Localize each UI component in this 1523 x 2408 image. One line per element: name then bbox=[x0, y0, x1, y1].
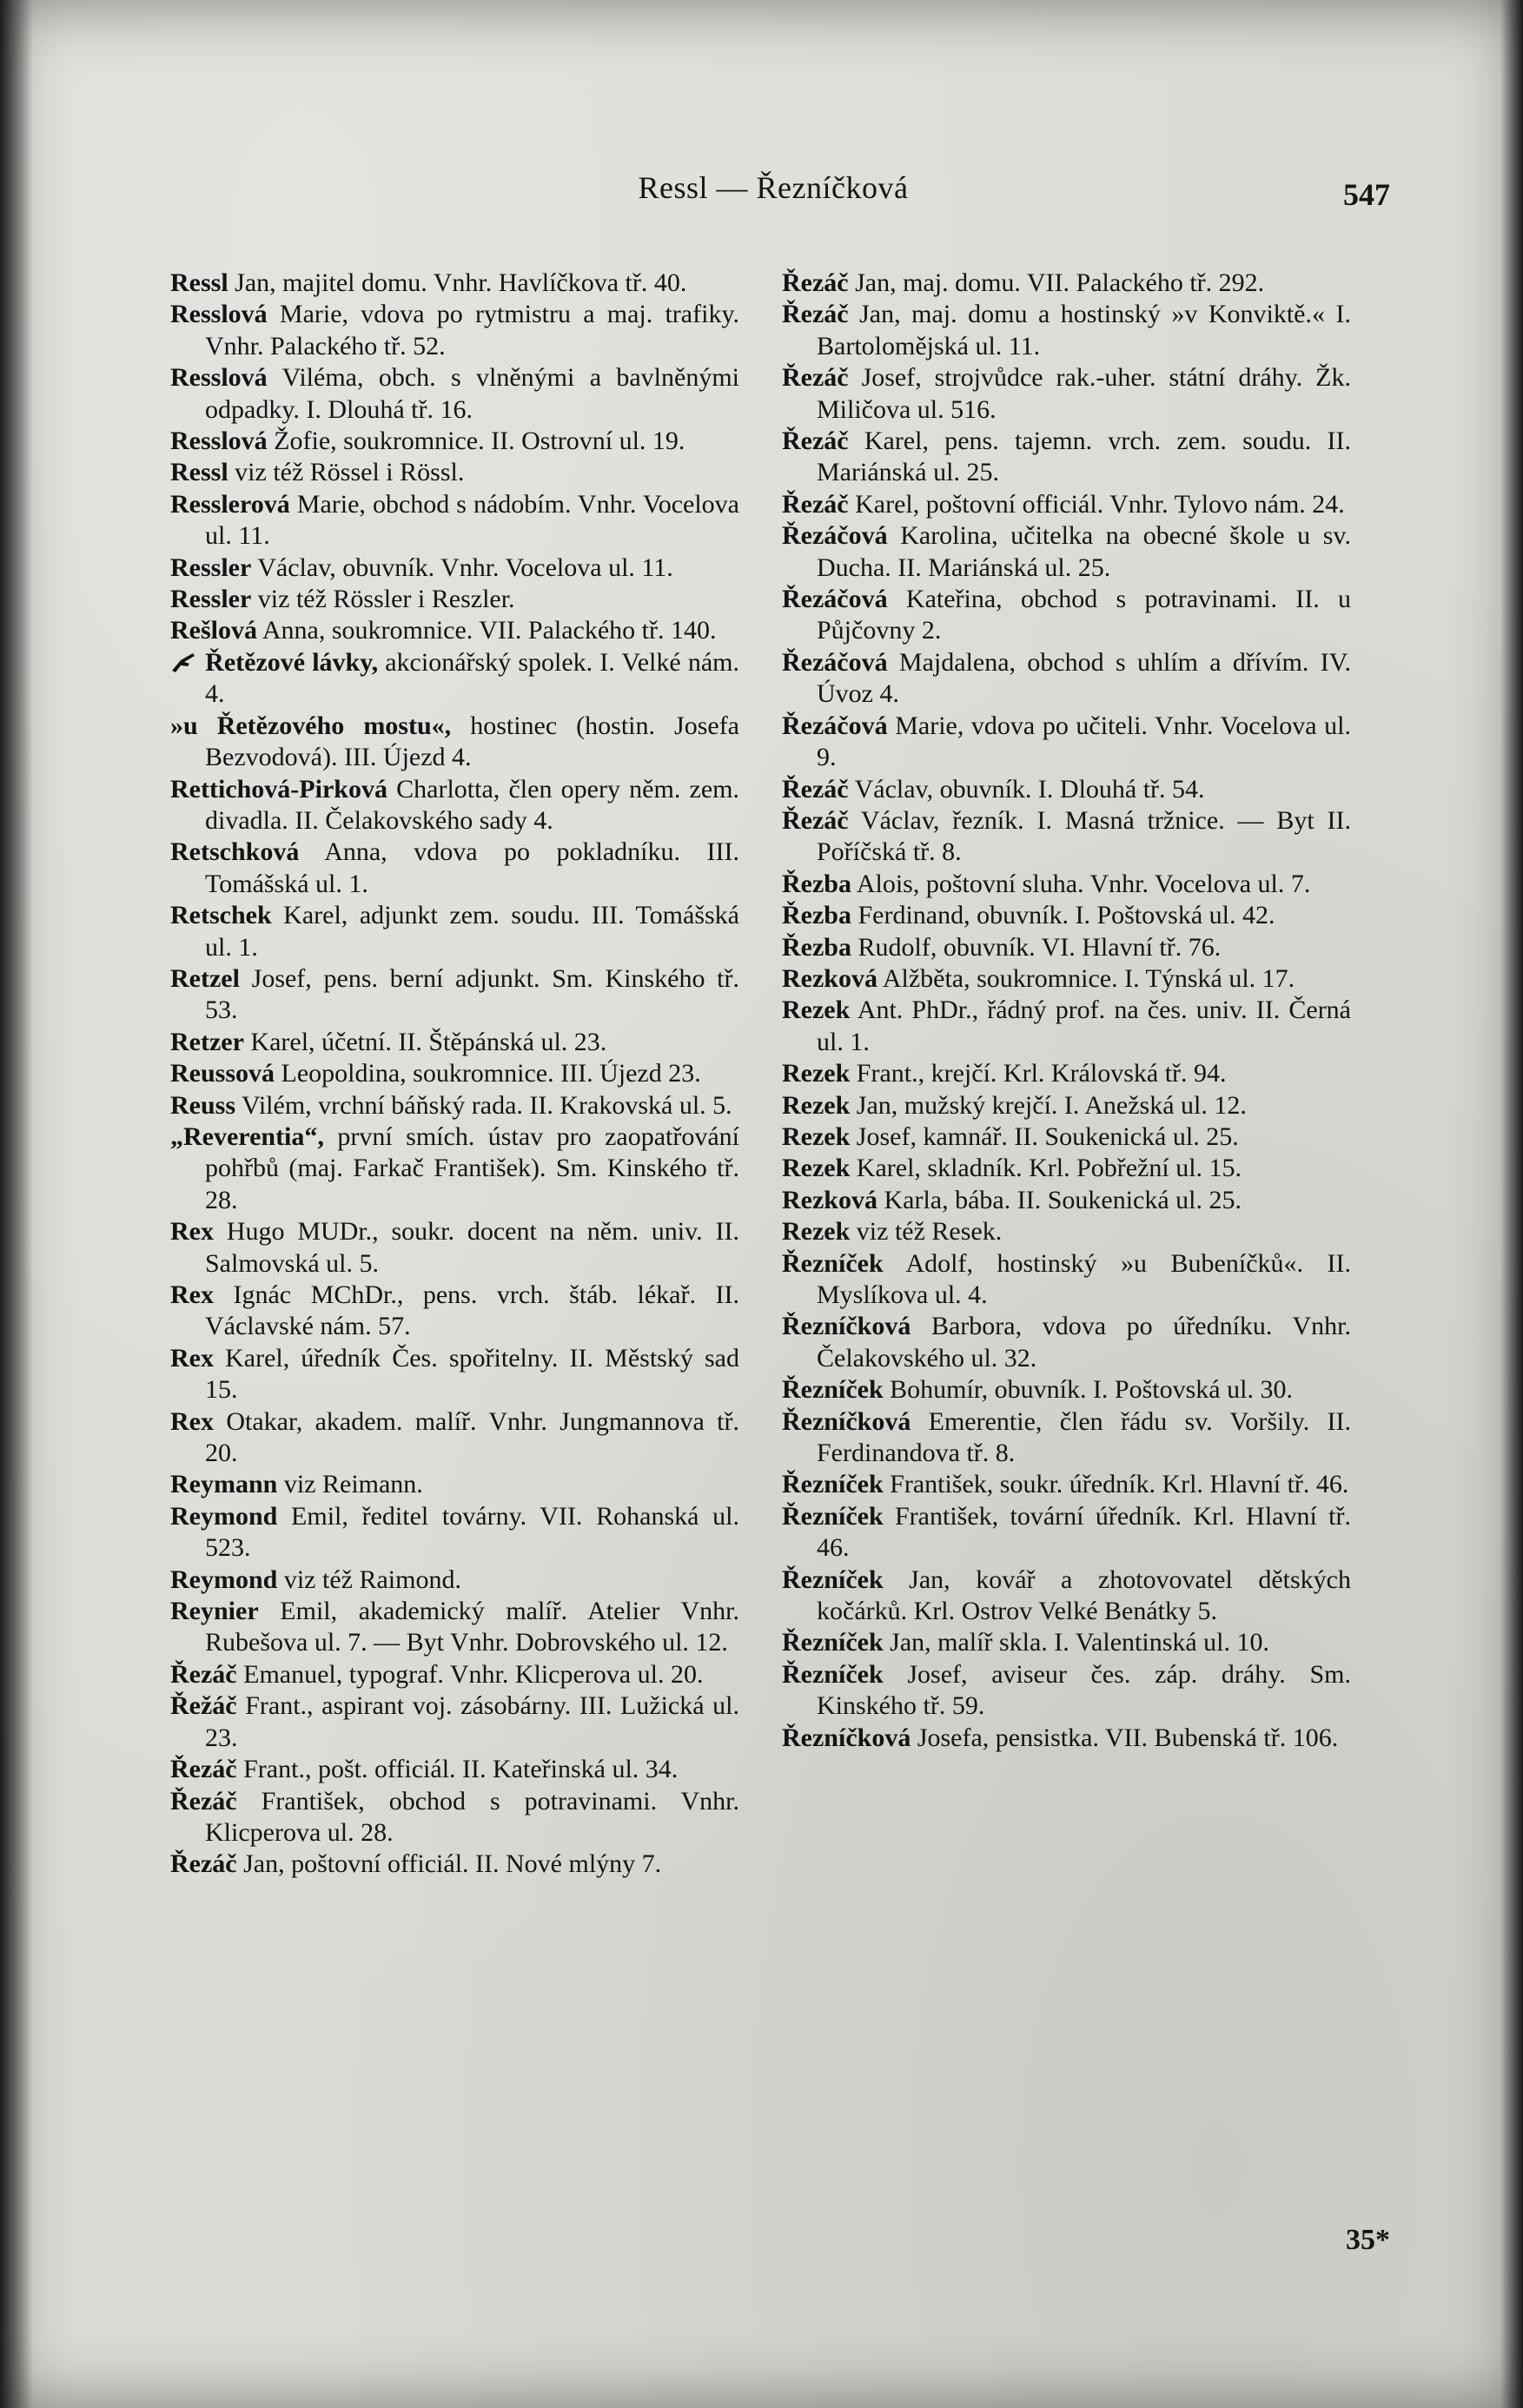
entry-surname: Rettichová-Pirková bbox=[170, 774, 387, 804]
entry-details: Barbora, vdova po úředníku. Vnhr. Čelakovského ul. 32. bbox=[817, 1312, 1351, 1373]
entry-surname: Reuss bbox=[170, 1090, 236, 1120]
directory-entry bbox=[170, 1754, 739, 1785]
entry-surname: Řežáč bbox=[170, 1691, 237, 1721]
entry-surname: Rezek bbox=[782, 1059, 851, 1088]
entry-surname: Resslerová bbox=[170, 489, 290, 519]
running-head: Ressl — Řezníčková bbox=[638, 170, 909, 205]
directory-entry bbox=[170, 711, 739, 774]
directory-entry bbox=[782, 932, 1351, 963]
entry-surname: Ressl bbox=[170, 268, 228, 297]
entry-details: první smích. ústav pro zaopatřování pohřbů (maj. Farkač František). Sm. Kinského tř. 28. bbox=[205, 1121, 739, 1214]
entry-details: Karel, pens. tajemn. vrch. zem. soudu. II. Mariánská ul. 25. bbox=[817, 427, 1351, 487]
entry-details: Josef, pens. berní adjunkt. Sm. Kinského tř. 53. bbox=[205, 963, 739, 1025]
page-edge-shadow-left bbox=[0, 0, 33, 2408]
entry-surname: Retzer bbox=[170, 1027, 244, 1056]
directory-entry bbox=[782, 1565, 1351, 1628]
entry-details: Karel, účetní. II. Štěpánská ul. 23. bbox=[243, 1027, 607, 1056]
page-header bbox=[0, 169, 1523, 222]
directory-entry bbox=[170, 837, 739, 900]
entry-details: Anna, vdova po pokladníku. III. Tomášská ul. 1. bbox=[205, 837, 739, 898]
entry-details: Josefa, pensistka. VII. Bubenská tř. 106. bbox=[910, 1723, 1339, 1752]
directory-entry bbox=[170, 1469, 739, 1500]
directory-entry bbox=[170, 1406, 739, 1470]
entry-surname: Řezníčková bbox=[782, 1406, 911, 1436]
entry-surname: Rezková bbox=[782, 963, 877, 993]
entry-details: hostinec (hostin. Josefa Bezvodová). III. Újezd 4. bbox=[205, 711, 739, 772]
entry-details: František, soukr. úředník. Krl. Hlavní tř. 46. bbox=[883, 1470, 1349, 1499]
entry-surname: Řetězové lávky, bbox=[205, 647, 379, 677]
directory-entry bbox=[170, 1058, 739, 1089]
entry-surname: Reymond bbox=[170, 1501, 278, 1531]
entry-details: Rudolf, obuvník. VI. Hlavní tř. 76. bbox=[851, 932, 1222, 962]
entry-details: František, tovární úředník. Krl. Hlavní tř. 46. bbox=[817, 1501, 1351, 1563]
entry-surname: Ressler bbox=[170, 552, 252, 582]
entry-details: Josef, strojvůdce rak.-uher. státní dráhy. Žk. Miličova ul. 516. bbox=[817, 363, 1351, 424]
entry-details: Karolina, učitelka na obecné škole u sv. Ducha. II. Mariánská ul. 25. bbox=[817, 521, 1351, 582]
pointing-hand-icon bbox=[170, 650, 198, 674]
directory-entry bbox=[170, 1849, 739, 1880]
directory-entry bbox=[170, 900, 739, 963]
directory-entry bbox=[170, 1501, 739, 1565]
directory-entry bbox=[170, 774, 739, 837]
entry-details: Kateřina, obchod s potravinami. II. u Půjčovny 2. bbox=[817, 585, 1351, 645]
left-column bbox=[170, 268, 739, 1881]
entry-surname: Rezek bbox=[782, 1121, 851, 1151]
entry-details: Emanuel, typograf. Vnhr. Klicperova ul. 20. bbox=[236, 1659, 704, 1689]
entry-surname: Reymann bbox=[170, 1470, 278, 1499]
directory-entry bbox=[170, 457, 739, 488]
page-number: 547 bbox=[1343, 177, 1390, 212]
directory-entry bbox=[782, 1248, 1351, 1312]
entry-details: viz též Rössler i Reszler. bbox=[251, 585, 515, 614]
entry-details: František, obchod s potravinami. Vnhr. Klicperova ul. 28. bbox=[205, 1786, 739, 1847]
entry-details: Václav, obuvník. I. Dlouhá tř. 54. bbox=[848, 774, 1205, 804]
directory-entry bbox=[170, 489, 739, 552]
directory-entry bbox=[782, 869, 1351, 900]
entry-details: viz též Rössel i Rössl. bbox=[228, 458, 465, 487]
entry-surname: Ressler bbox=[170, 585, 252, 614]
entry-details: Frant., krejčí. Krl. Královská tř. 94. bbox=[850, 1059, 1227, 1088]
entry-surname: Resslová bbox=[170, 363, 268, 393]
directory-entry bbox=[170, 1090, 739, 1121]
entry-surname: Resslová bbox=[170, 300, 268, 329]
directory-entry bbox=[782, 900, 1351, 931]
entry-surname: Řezáč bbox=[782, 489, 849, 519]
entry-surname: Řezba bbox=[782, 869, 851, 898]
entry-details: Emil, akademický malíř. Atelier Vnhr. Rubešova ul. 7. — Byt Vnhr. Dobrovského ul. 12. bbox=[205, 1597, 739, 1657]
entry-details: Hugo MUDr., soukr. docent na něm. univ. II. Salmovská ul. 5. bbox=[205, 1217, 739, 1278]
entry-details: Karel, úředník Čes. spořitelny. II. Městský sad 15. bbox=[205, 1343, 739, 1405]
entry-surname: Resslová bbox=[170, 427, 268, 456]
directory-entry bbox=[170, 1596, 739, 1659]
entry-surname: Reynier bbox=[170, 1597, 259, 1626]
entry-surname: Řezáčová bbox=[782, 585, 888, 614]
entry-details: Jan, majitel domu. Vnhr. Havlíčkova tř. 40. bbox=[228, 268, 687, 297]
entry-surname: Řezníček bbox=[782, 1659, 884, 1689]
directory-entry bbox=[170, 1121, 739, 1216]
entry-surname: Rex bbox=[170, 1217, 214, 1247]
directory-entry bbox=[782, 426, 1351, 489]
entry-details: viz Reimann. bbox=[277, 1470, 423, 1499]
directory-entry bbox=[782, 1627, 1351, 1658]
entry-details: Jan, kovář a zhotovovatel dětských kočárků. Krl. Ostrov Velké Benátky 5. bbox=[817, 1565, 1351, 1626]
directory-entry bbox=[782, 1121, 1351, 1153]
directory-entry bbox=[170, 299, 739, 362]
entry-surname: Retschek bbox=[170, 901, 272, 930]
entry-details: Anna, soukromnice. VII. Palackého tř. 140. bbox=[257, 616, 717, 645]
directory-entry bbox=[782, 1659, 1351, 1723]
entry-surname: Řezníček bbox=[782, 1565, 884, 1594]
entry-surname: Rezek bbox=[782, 1154, 851, 1183]
directory-entry bbox=[170, 1786, 739, 1849]
entry-surname: Řezáčová bbox=[782, 521, 888, 551]
entry-details: Viléma, obch. s vlněnými a bavlněnými odpadky. I. Dlouhá tř. 16. bbox=[205, 363, 739, 424]
entry-details: Majdalena, obchod s uhlím a dřívím. IV. Úvoz 4. bbox=[817, 647, 1351, 709]
directory-entry bbox=[170, 963, 739, 1027]
entry-details: Bohumír, obuvník. I. Poštovská ul. 30. bbox=[883, 1375, 1293, 1405]
entry-surname: Rezek bbox=[782, 1090, 851, 1120]
entry-details: Jan, maj. domu. VII. Palackého tř. 292. bbox=[848, 268, 1265, 297]
directory-entry bbox=[170, 1659, 739, 1690]
entry-details: Žofie, soukromnice. II. Ostrovní ul. 19. bbox=[267, 427, 685, 456]
entry-surname: Řezáč bbox=[170, 1786, 237, 1816]
directory-entry bbox=[170, 1216, 739, 1280]
directory-entry bbox=[782, 995, 1351, 1058]
entry-surname: Řezba bbox=[782, 932, 851, 962]
entry-surname: Řezníček bbox=[782, 1248, 884, 1278]
directory-entry bbox=[782, 647, 1351, 711]
entry-surname: Řezba bbox=[782, 901, 851, 930]
entry-surname: »u Řetězového mostu«, bbox=[170, 711, 452, 740]
directory-entry bbox=[170, 647, 739, 711]
directory-entry bbox=[782, 1723, 1351, 1754]
entry-details: Ant. PhDr., řádný prof. na čes. univ. II. Černá ul. 1. bbox=[817, 996, 1351, 1056]
directory-entry bbox=[170, 1027, 739, 1058]
entry-surname: Řezáč bbox=[782, 427, 849, 456]
entry-surname: Řezáč bbox=[782, 268, 849, 297]
entry-surname: Řezáč bbox=[782, 363, 849, 393]
entry-surname: Řezníček bbox=[782, 1375, 884, 1405]
right-column bbox=[782, 268, 1351, 1754]
signature-mark: 35* bbox=[1346, 2224, 1390, 2256]
entry-details: Frant., pošt. officiál. II. Kateřinská ul. 34. bbox=[236, 1755, 679, 1784]
entry-surname: Řezníčková bbox=[782, 1312, 911, 1341]
directory-entry bbox=[170, 584, 739, 615]
directory-entry bbox=[782, 1153, 1351, 1184]
entry-details: Marie, obchod s nádobím. Vnhr. Vocelova ul. 11. bbox=[205, 489, 739, 551]
entry-surname: Rezek bbox=[782, 996, 851, 1025]
entry-details: viz též Resek. bbox=[850, 1217, 1003, 1247]
directory-entry bbox=[782, 1374, 1351, 1406]
directory-entry bbox=[782, 1058, 1351, 1089]
directory-entry bbox=[782, 711, 1351, 774]
entry-surname: Retschková bbox=[170, 837, 300, 867]
entry-surname: Řezáč bbox=[170, 1755, 237, 1784]
entry-details: Jan, malíř skla. I. Valentinská ul. 10. bbox=[883, 1628, 1270, 1657]
entry-surname: Řezáč bbox=[782, 805, 849, 835]
entry-details: Karel, skladník. Krl. Pobřežní ul. 15. bbox=[850, 1154, 1242, 1183]
entry-details: Josef, aviseur čes. záp. dráhy. Sm. Kinského tř. 59. bbox=[817, 1659, 1351, 1721]
entry-details: Václav, obuvník. Vnhr. Vocelova ul. 11. bbox=[251, 552, 673, 582]
directory-entry bbox=[170, 1280, 739, 1343]
entry-surname: Reussová bbox=[170, 1059, 275, 1088]
entry-details: Marie, vdova po rytmistru a maj. trafiky. Vnhr. Palackého tř. 52. bbox=[205, 300, 739, 361]
entry-surname: Řezáčová bbox=[782, 647, 888, 677]
directory-entry bbox=[782, 1185, 1351, 1216]
entry-details: Otakar, akadem. malíř. Vnhr. Jungmannova tř. 20. bbox=[205, 1406, 739, 1468]
directory-entry bbox=[782, 362, 1351, 426]
entry-details: Alois, poštovní sluha. Vnhr. Vocelova ul. 7. bbox=[851, 869, 1311, 898]
entry-surname: Rezková bbox=[782, 1185, 877, 1214]
directory-entry bbox=[782, 1311, 1351, 1374]
entry-details: Frant., aspirant voj. zásobárny. III. Lužická ul. 23. bbox=[205, 1691, 739, 1752]
directory-entry bbox=[782, 489, 1351, 520]
directory-entry bbox=[782, 1469, 1351, 1500]
directory-entry bbox=[782, 584, 1351, 647]
entry-surname: Řezáč bbox=[170, 1659, 237, 1689]
entry-details: Václav, řezník. I. Masná tržnice. — Byt II. Poříčská tř. 8. bbox=[817, 805, 1351, 867]
entry-details: Jan, maj. domu a hostinský »v Konviktě.« I. Bartolomějská ul. 11. bbox=[817, 300, 1351, 361]
entry-surname: Řezníček bbox=[782, 1628, 884, 1657]
entry-details: Vilém, vrchní báňský rada. II. Krakovská ul. 5. bbox=[235, 1090, 732, 1120]
entry-details: viz též Raimond. bbox=[277, 1565, 461, 1594]
entry-surname: Řezáč bbox=[170, 1849, 237, 1879]
entry-details: Karel, poštovní officiál. Vnhr. Tylovo nám. 24. bbox=[848, 489, 1345, 519]
entry-surname: Rešlová bbox=[170, 616, 257, 645]
entry-surname: Řezáč bbox=[782, 774, 849, 804]
entry-details: Marie, vdova po učiteli. Vnhr. Vocelova ul. 9. bbox=[817, 711, 1351, 772]
entry-details: Ferdinand, obuvník. I. Poštovská ul. 42. bbox=[851, 901, 1275, 930]
directory-entry bbox=[782, 1501, 1351, 1565]
directory-entry bbox=[782, 1216, 1351, 1247]
directory-entry bbox=[782, 1406, 1351, 1470]
entry-surname: Řezníček bbox=[782, 1501, 884, 1531]
directory-entry bbox=[170, 615, 739, 646]
page-edge-shadow-right bbox=[1500, 0, 1523, 2408]
directory-entry bbox=[782, 268, 1351, 299]
entry-details: Alžběta, soukromnice. I. Týnská ul. 17. bbox=[877, 963, 1295, 993]
entry-surname: „Reverentia“, bbox=[170, 1121, 324, 1151]
entry-surname: Ressl bbox=[170, 458, 228, 487]
directory-entry bbox=[170, 426, 739, 457]
entry-details: akcionářský spolek. I. Velké nám. 4. bbox=[205, 647, 740, 709]
entry-details: Charlotta, člen opery něm. zem. divadla. II. Čelakovského sady 4. bbox=[205, 774, 739, 835]
entry-details: Karel, adjunkt zem. soudu. III. Tomášská ul. 1. bbox=[205, 901, 739, 962]
directory-entry bbox=[782, 520, 1351, 584]
directory-entry bbox=[170, 268, 739, 299]
directory-entry bbox=[782, 805, 1351, 869]
entry-surname: Rex bbox=[170, 1343, 214, 1373]
directory-entry bbox=[782, 963, 1351, 995]
entry-details: Jan, mužský krejčí. I. Anežská ul. 12. bbox=[850, 1090, 1247, 1120]
directory-entry bbox=[170, 1343, 739, 1406]
entry-details: Karla, bába. II. Soukenická ul. 25. bbox=[877, 1185, 1242, 1214]
directory-entry bbox=[170, 362, 739, 426]
entry-surname: Řezníček bbox=[782, 1470, 884, 1499]
entry-surname: Řezáčová bbox=[782, 711, 888, 740]
directory-entry bbox=[782, 1090, 1351, 1121]
directory-entry bbox=[170, 1690, 739, 1754]
directory-entry bbox=[782, 299, 1351, 362]
entry-surname: Řezáč bbox=[782, 300, 849, 329]
entry-surname: Reymond bbox=[170, 1565, 278, 1594]
entry-details: Ignác MChDr., pens. vrch. štáb. lékař. II. Václavské nám. 57. bbox=[205, 1280, 739, 1341]
entry-surname: Rex bbox=[170, 1406, 214, 1436]
entry-details: Josef, kamnář. II. Soukenická ul. 25. bbox=[850, 1121, 1239, 1151]
entry-surname: Retzel bbox=[170, 963, 240, 993]
entry-details: Jan, poštovní officiál. II. Nové mlýny 7. bbox=[236, 1849, 662, 1879]
entry-surname: Řezníčková bbox=[782, 1723, 911, 1752]
directory-entry bbox=[170, 1565, 739, 1596]
entry-surname: Rezek bbox=[782, 1217, 851, 1247]
entry-surname: Rex bbox=[170, 1280, 214, 1309]
directory-entry bbox=[782, 774, 1351, 805]
directory-entry bbox=[170, 552, 739, 584]
entry-details: Leopoldina, soukromnice. III. Újezd 23. bbox=[275, 1059, 701, 1088]
entry-details: Emerentie, člen řádu sv. Voršily. II. Ferdinandova tř. 8. bbox=[817, 1406, 1351, 1468]
entry-details: Emil, ředitel továrny. VII. Rohanská ul. 523. bbox=[205, 1501, 739, 1563]
entry-details: Adolf, hostinský »u Bubeníčků«. II. Myslíkova ul. 4. bbox=[817, 1248, 1351, 1309]
